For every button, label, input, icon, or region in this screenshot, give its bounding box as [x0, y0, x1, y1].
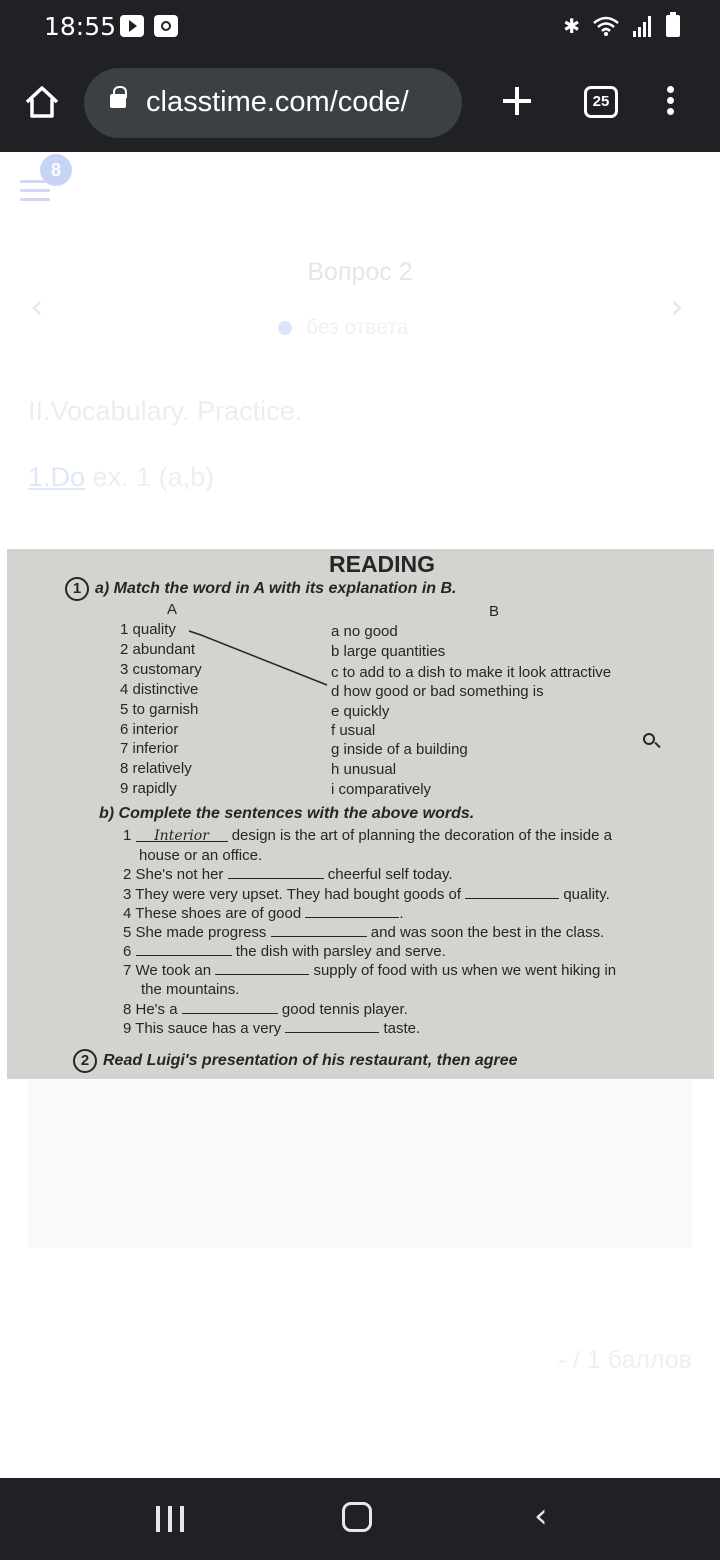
col-b-item: d how good or bad something is	[331, 683, 544, 700]
exercise-number: 2	[73, 1049, 97, 1073]
col-b-item: a no good	[331, 623, 398, 640]
answer-blank	[228, 865, 324, 879]
task-text: ex. 1 (a,b)	[85, 462, 215, 492]
hamburger-menu-icon[interactable]	[20, 180, 50, 202]
sentence-8	[123, 1000, 408, 1018]
col-b-item: i comparatively	[331, 781, 432, 798]
question-title: Вопрос 2	[307, 258, 413, 286]
sentence-text: supply of food with us when we went hiking in	[313, 962, 617, 979]
col-a-item: 1 quality	[120, 621, 176, 638]
sentence-6	[123, 942, 446, 960]
answer-blank	[182, 1000, 278, 1014]
address-bar[interactable]	[84, 68, 462, 138]
notification-badge: 8	[40, 154, 72, 186]
menu-icon[interactable]	[664, 86, 676, 120]
column-a-header: A	[167, 601, 178, 618]
answer-blank	[271, 923, 367, 937]
col-a-item: 8 relatively	[120, 760, 192, 777]
status-text: без ответа	[306, 316, 409, 339]
battery-icon	[666, 15, 680, 37]
recents-icon[interactable]	[156, 1506, 184, 1532]
answer-status	[278, 316, 408, 340]
sentence-text: 4 These shoes are of good	[123, 905, 302, 922]
sentence-text: 5 She made progress	[123, 924, 267, 941]
col-b-item: g inside of a building	[331, 741, 468, 758]
sentence-text: the dish with parsley and serve.	[235, 943, 446, 960]
col-a-item: 5 to garnish	[120, 701, 199, 718]
col-b-item: e quickly	[331, 703, 390, 720]
task-instruction	[28, 462, 214, 493]
sentence-9	[123, 1019, 420, 1037]
handwritten-answer: Interior	[136, 828, 228, 842]
sentence-text: 2 She's not her	[123, 866, 224, 883]
worksheet-photo	[7, 549, 714, 1079]
plus-icon[interactable]	[500, 84, 534, 118]
next-question-icon[interactable]: ›	[670, 287, 684, 327]
sentence-text: .	[399, 905, 404, 922]
lock-icon	[110, 94, 126, 108]
sentence-text: and was soon the best in the class.	[370, 924, 605, 941]
sentence-3	[123, 885, 610, 903]
sentence-1	[123, 827, 612, 844]
sentence-1-continued: house or an office.	[139, 847, 263, 864]
sentence-text: 6	[123, 943, 132, 960]
sentence-text: cheerful self today.	[327, 866, 453, 883]
col-a-item: 7 inferior	[120, 740, 179, 757]
answer-input-area[interactable]	[28, 1080, 692, 1248]
zoom-icon	[643, 733, 655, 745]
home-circle-icon[interactable]	[342, 1502, 372, 1532]
exercise-1b-heading: b) Complete the sentences with the above words.	[99, 805, 475, 822]
bluetooth-icon: ✱	[563, 14, 580, 38]
sentence-4	[123, 904, 404, 922]
exercise-heading-text: a) Match the word in A with its explanation in B.	[95, 580, 457, 597]
tabs-button[interactable]: 25	[584, 86, 618, 118]
answer-blank	[136, 942, 232, 956]
clock: 18:55	[44, 12, 117, 41]
sentence-text: 3 They were very upset. They had bought goods of	[123, 886, 461, 903]
status-icons	[563, 14, 680, 38]
status-bar	[0, 0, 720, 54]
sentence-text: taste.	[383, 1020, 421, 1037]
home-icon[interactable]	[22, 82, 62, 122]
sentence-5	[123, 923, 604, 941]
wifi-icon	[592, 15, 620, 37]
sentence-text: 7 We took an	[123, 962, 212, 979]
worksheet-title: READING	[329, 551, 436, 577]
exercise-2-heading	[73, 1049, 518, 1073]
camera-icon	[154, 15, 178, 37]
col-a-item: 4 distinctive	[120, 681, 199, 698]
exercise-number: 1	[65, 577, 89, 601]
answer-blank	[305, 904, 399, 918]
sentence-text: good tennis player.	[281, 1001, 408, 1018]
signal-icon	[632, 15, 654, 37]
col-a-item: 6 interior	[120, 721, 179, 738]
system-navigation-bar	[0, 1478, 720, 1560]
section-title: II.Vocabulary. Practice.	[28, 396, 303, 426]
status-dot	[278, 321, 292, 335]
sentence-7-continued: the mountains.	[141, 981, 240, 998]
col-b-item: f usual	[331, 722, 376, 739]
previous-question-icon[interactable]: ‹	[30, 287, 44, 327]
exercise-heading-text: Read Luigi's presentation of his restaurant, then agree	[103, 1052, 518, 1069]
score-label: - / 1 баллов	[557, 1346, 692, 1374]
column-b-header: B	[489, 603, 500, 620]
col-b-item: b large quantities	[331, 643, 446, 660]
col-a-item: 9 rapidly	[120, 780, 177, 797]
col-b-item: c to add to a dish to make it look attractive	[331, 664, 612, 681]
col-a-item: 3 customary	[120, 661, 202, 678]
sentence-number: 1	[123, 827, 132, 844]
col-b-item: h unusual	[331, 761, 397, 778]
sentence-text: 8 He's a	[123, 1001, 178, 1018]
url-text: classtime.com/code/	[146, 86, 409, 118]
answer-blank	[215, 961, 309, 975]
back-icon[interactable]: ‹	[534, 1496, 548, 1536]
youtube-icon	[120, 15, 144, 37]
answer-blank	[465, 885, 559, 899]
task-link[interactable]: 1.Do	[28, 462, 86, 492]
sentence-text: design is the art of planning the decoration of the inside a	[231, 827, 612, 844]
answer-blank	[285, 1019, 379, 1033]
col-a-item: 2 abundant	[120, 641, 196, 658]
sentence-text: 9 This sauce has a very	[123, 1020, 282, 1037]
sentence-7	[123, 961, 616, 979]
browser-toolbar	[0, 54, 720, 152]
sentence-text: quality.	[563, 886, 610, 903]
sentence-2	[123, 865, 453, 883]
